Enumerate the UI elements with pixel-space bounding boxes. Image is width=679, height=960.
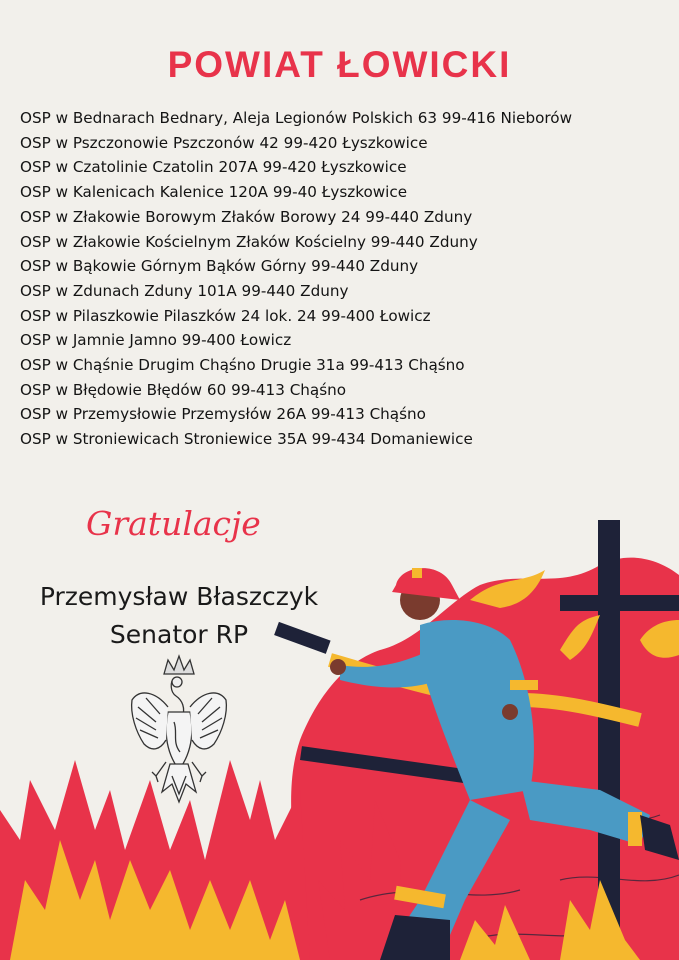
list-item: OSP w Pilaszkowie Pilaszków 24 lok. 24 99-400 Łowicz xyxy=(20,306,431,325)
osp-unit-list xyxy=(20,106,572,452)
list-item: OSP w Czatolinie Czatolin 207A 99-420 Łyszkowice xyxy=(20,158,407,177)
sender-role: Senator RP xyxy=(109,620,249,649)
list-item: OSP w Kalenicach Kalenice 120A 99-40 Łyszkowice xyxy=(20,183,408,202)
sender-block xyxy=(0,578,358,654)
list-item: OSP w Stroniewicach Stroniewice 35A 99-434 Domaniewice xyxy=(20,430,473,449)
list-item: OSP w Bednarach Bednary, Aleja Legionów Polskich 63 99-416 Nieborów xyxy=(20,109,573,127)
list-item: OSP w Złakowie Borowym Złaków Borowy 24 99-440 Zduny xyxy=(20,207,473,226)
sender-name: Przemysław Błaszczyk xyxy=(39,582,319,611)
polish-eagle-icon xyxy=(126,652,232,822)
greeting-text: Gratulacje xyxy=(86,504,261,543)
list-item: OSP w Jamnie Jamno 99-400 Łowicz xyxy=(20,331,292,350)
page-title: POWIAT ŁOWICKI xyxy=(167,44,512,85)
list-item: OSP w Chąśnie Drugim Chąśno Drugie 31a 99-413 Chąśno xyxy=(20,356,465,375)
list-item: OSP w Pszczonowie Pszczonów 42 99-420 Łyszkowice xyxy=(20,133,428,152)
list-item: OSP w Błędowie Błędów 60 99-413 Chąśno xyxy=(20,380,347,399)
list-item: OSP w Przemysłowie Przemysłów 26A 99-413 Chąśno xyxy=(20,405,426,424)
list-item: OSP w Zdunach Zduny 101A 99-440 Zduny xyxy=(20,281,349,300)
list-item: OSP w Złakowie Kościelnym Złaków Kościelny 99-440 Zduny xyxy=(20,232,478,251)
list-item: OSP w Bąkowie Górnym Bąków Górny 99-440 Zduny xyxy=(20,257,419,276)
